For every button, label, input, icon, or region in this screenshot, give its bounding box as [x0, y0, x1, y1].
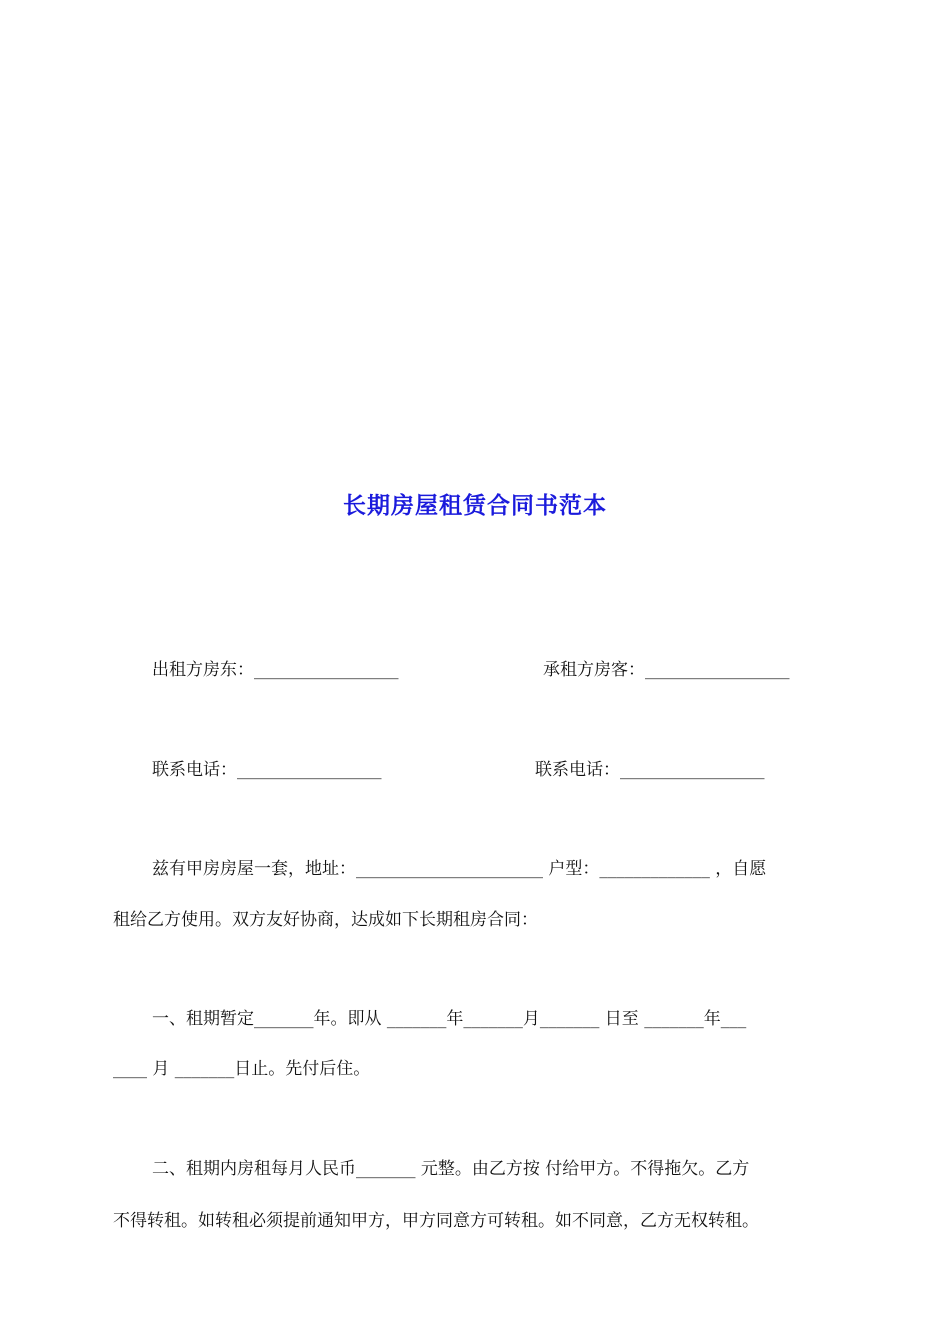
paragraph-address-line-1: 兹有甲房房屋一套，地址：______________________ 户型：_____________ ，自愿 — [152, 859, 767, 879]
paragraph-rent-line-2: 不得转租。如转租必须提前通知甲方，甲方同意方可转租。如不同意，乙方无权转租。 — [113, 1211, 759, 1231]
document-title: 长期房屋租赁合同书范本 — [343, 492, 607, 519]
lessee-phone-field: 联系电话：_________________ — [535, 760, 765, 780]
paragraph-term-line-2: ____ 月 _______日止。先付后住。 — [113, 1059, 371, 1079]
paragraph-rent-line-1: 二、租期内房租每月人民币_______ 元整。由乙方按 付给甲方。不得拖欠。乙方 — [152, 1159, 750, 1179]
paragraph-address-line-2: 租给乙方使用。双方友好协商，达成如下长期租房合同： — [113, 910, 538, 930]
lessor-field: 出租方房东：_________________ — [152, 660, 399, 680]
paragraph-term-line-1: 一、租期暂定_______年。即从 _______年_______月_______ 日至 _______年___ — [152, 1009, 747, 1029]
lessee-field: 承租方房客：_________________ — [543, 660, 790, 680]
lessor-phone-field: 联系电话：_________________ — [152, 760, 382, 780]
